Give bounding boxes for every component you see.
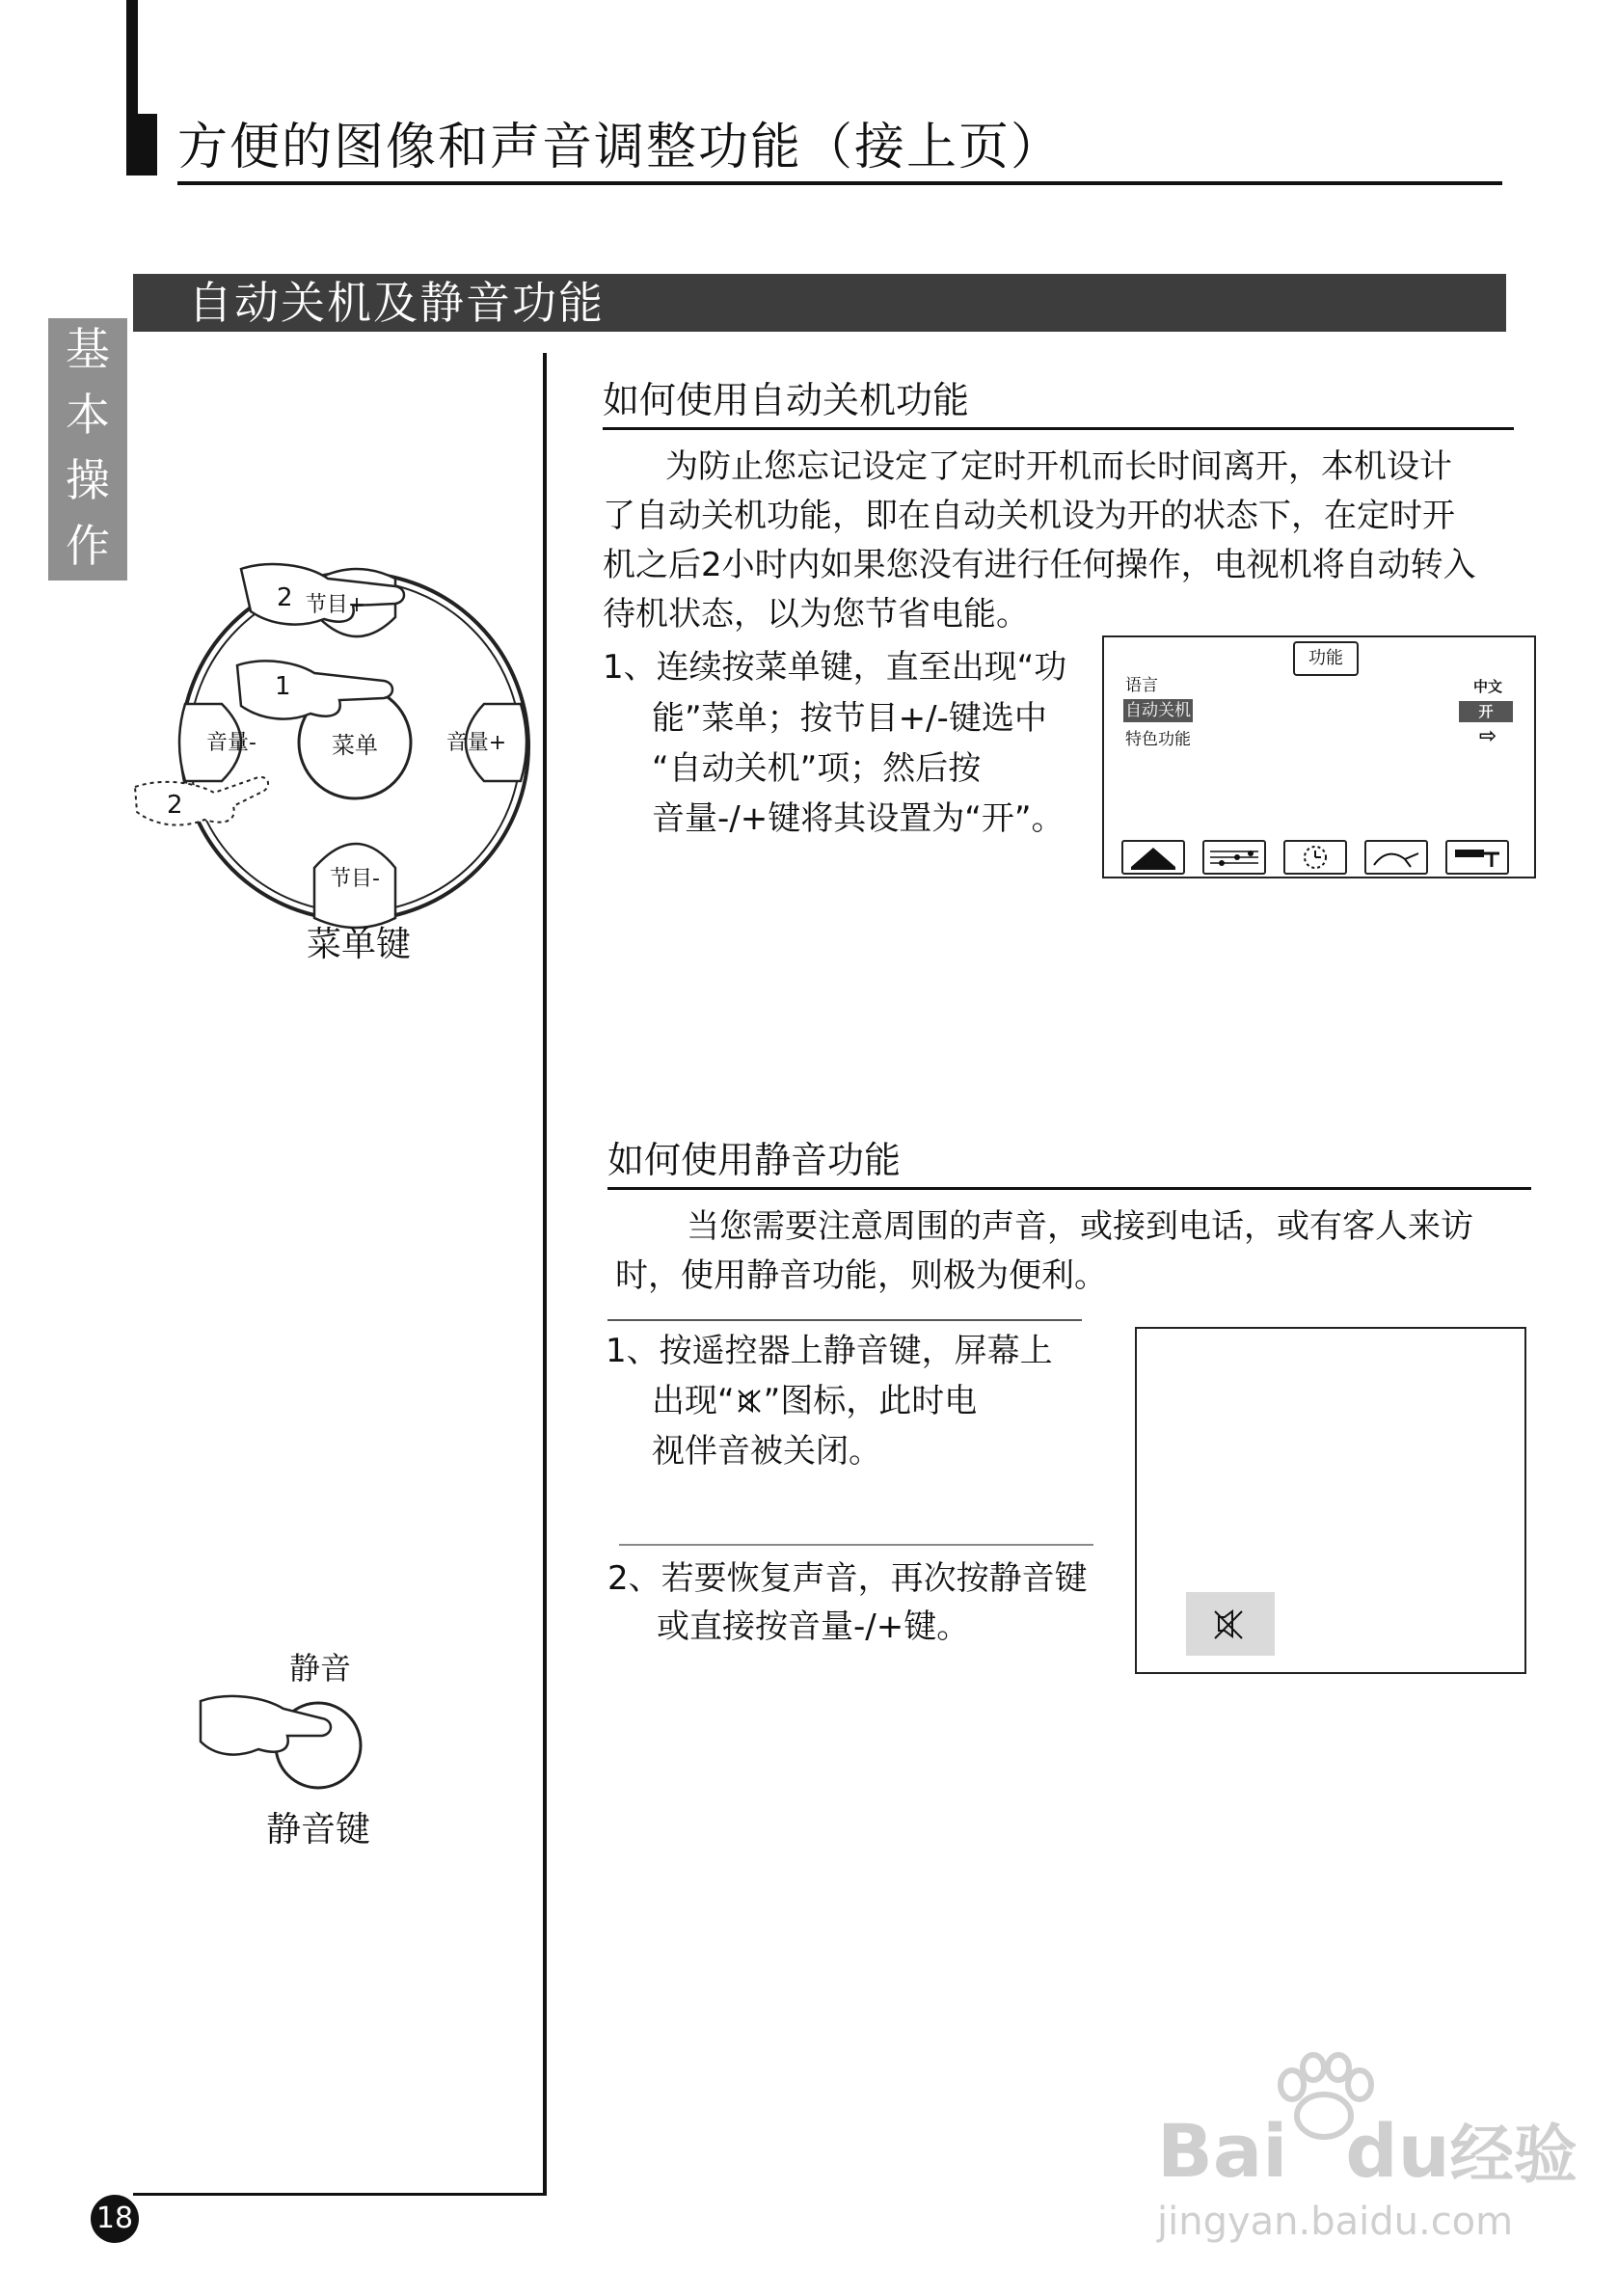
side-tab-char: 操	[66, 454, 110, 506]
ch-down-label: 节目-	[330, 867, 380, 891]
mute-step2-line: 或直接按音量-/+键。	[657, 1607, 970, 1646]
mute-osd-icon	[1186, 1592, 1275, 1656]
vol-up-label: 音量+	[445, 731, 507, 755]
title-underline	[177, 181, 1502, 185]
mute-intro-line: 时，使用静音功能，则极为便利。	[615, 1256, 1107, 1295]
auto-off-step-line: 音量-/+键将其设置为“开”。	[652, 799, 1065, 838]
divider-rule	[619, 1544, 1093, 1546]
vol-down-label: 音量-	[206, 731, 256, 755]
function-menu-screen	[1102, 635, 1536, 878]
menu-item-features[interactable]: 特色功能	[1125, 730, 1191, 749]
mute-step1-line	[652, 1377, 977, 1426]
mute-intro-line: 当您需要注意周围的声音，或接到电话，或有客人来访	[687, 1207, 1473, 1246]
mute-heading-rule	[607, 1187, 1531, 1190]
clock-icon[interactable]	[1283, 840, 1347, 875]
side-tab-char: 本	[66, 389, 110, 441]
auto-off-intro-line: 了自动关机功能，即在自动关机设为开的状态下，在定时开	[603, 497, 1455, 535]
menu-icon-bar	[1121, 840, 1517, 873]
menu-tab-function[interactable]: 功能	[1293, 641, 1359, 676]
mute-heading: 如何使用静音功能	[607, 1139, 902, 1181]
auto-off-step-line: “自动关机”项；然后按	[652, 749, 982, 788]
mute-step2-line: 2、若要恢复声音，再次按静音键	[607, 1559, 1088, 1598]
arrow-right-icon: ⇨	[1478, 724, 1497, 748]
auto-off-step-line: 1、连续按菜单键，直至出现“功	[603, 648, 1067, 687]
divider-rule	[607, 1319, 1082, 1321]
menu-item-language[interactable]: 语言	[1125, 676, 1158, 695]
mute-key-caption: 静音键	[266, 1810, 371, 1850]
page-title: 方便的图像和声音调整功能（接上页）	[177, 119, 1064, 176]
mute-button-label: 静音	[289, 1650, 352, 1687]
quote-open: 出现“	[652, 1382, 735, 1420]
mute-icon	[735, 1381, 764, 1410]
mute-step1-line: 1、按遥控器上静音键，屏幕上	[606, 1332, 1053, 1370]
function-icon[interactable]	[1364, 840, 1428, 875]
menu-item-auto-off[interactable]: 自动关机	[1125, 701, 1191, 720]
lock-icon[interactable]	[1445, 840, 1509, 875]
step-number: 1	[275, 672, 291, 701]
mute-button-illustration	[195, 1686, 368, 1801]
page-number: 18	[91, 2195, 139, 2243]
ch-up-label: 节目+	[305, 593, 366, 617]
menu-value-auto-off: 开	[1459, 701, 1513, 722]
menu-key-caption: 菜单键	[307, 925, 412, 964]
section-title: 自动关机及静音功能	[188, 277, 605, 329]
title-marker	[126, 114, 157, 176]
auto-off-intro-line: 机之后2小时内如果您没有进行任何操作，电视机将自动转入	[603, 546, 1476, 584]
side-tab-char: 作	[66, 520, 110, 572]
auto-off-intro-line: 待机状态，以为您节省电能。	[603, 595, 1029, 634]
quote-close: ”图标，此时电	[763, 1382, 978, 1420]
watermark-url: jingyan.baidu.com	[1157, 2200, 1514, 2244]
hand-pointer-icon	[135, 777, 268, 825]
auto-off-heading-rule	[603, 427, 1514, 430]
tv-screen	[1135, 1327, 1526, 1674]
picture-icon[interactable]	[1121, 840, 1185, 875]
mute-step1-line: 视伴音被关闭。	[652, 1432, 881, 1471]
auto-off-intro-line: 为防止您忘记设定了定时开机而长时间离开，本机设计	[665, 447, 1452, 486]
menu-value-language: 中文	[1472, 678, 1502, 695]
auto-off-step-line: 能”菜单；按节目+/-键选中	[652, 699, 1047, 738]
bottom-rule	[133, 2193, 547, 2196]
side-tab-char: 基	[66, 323, 110, 375]
sound-icon[interactable]	[1202, 840, 1266, 875]
watermark-brand: Bai du经验	[1157, 2108, 1578, 2194]
auto-off-heading: 如何使用自动关机功能	[603, 379, 970, 421]
step-number: 2	[277, 583, 293, 612]
step-number: 2	[167, 791, 183, 820]
menu-label: 菜单	[332, 732, 378, 759]
column-divider	[543, 353, 547, 2193]
